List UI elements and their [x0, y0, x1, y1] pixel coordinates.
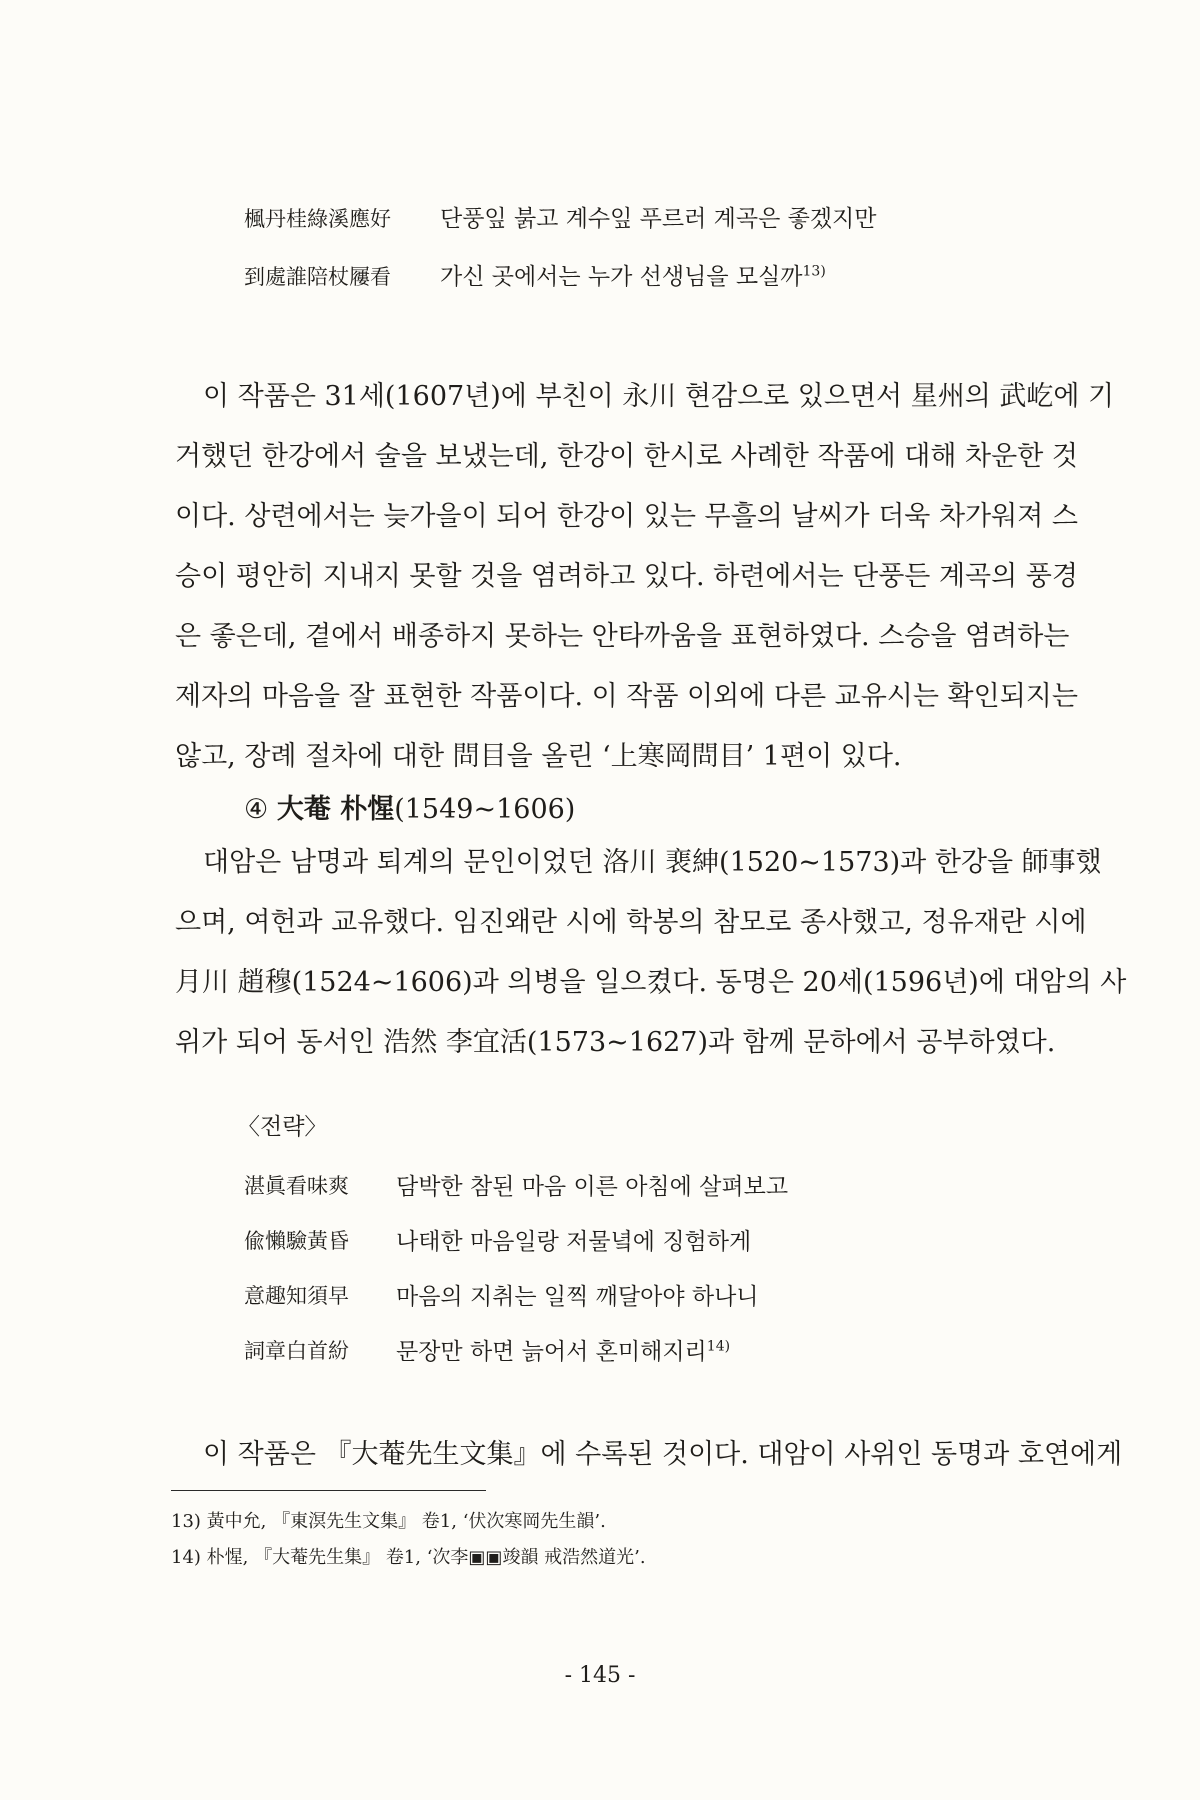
section-title: 大菴 朴惺	[276, 794, 395, 825]
footnote-13: 13) 黃中允, 『東溟先生文集』 卷1, ‘伏次寒岡先生韻’.	[171, 1511, 606, 1532]
paragraph-line: 이다. 상련에서는 늦가을이 되어 한강이 있는 무흘의 날씨가 더욱 차가워져 스	[175, 501, 1078, 532]
poem-translation: 가신 곳에서는 누가 선생님을 모실까	[440, 264, 803, 290]
poem-hanja: 到處誰陪杖屨看	[244, 265, 391, 289]
page-number: - 145 -	[564, 1663, 636, 1688]
paragraph-line: 위가 되어 동서인 浩然 李宜活(1573~1627)과 함께 문하에서 공부하였다.	[175, 1027, 1056, 1058]
paragraph-line: 으며, 여헌과 교유했다. 임진왜란 시에 학봉의 참모로 종사했고, 정유재란 시에	[175, 907, 1087, 938]
section-years: (1549~1606)	[394, 794, 576, 825]
paragraph-line: 月川 趙穆(1524~1606)과 의병을 일으켰다. 동명은 20세(1596년)에 대암의 사	[175, 967, 1127, 998]
footnote-divider	[171, 1490, 486, 1491]
paragraph-line: 승이 평안히 지내지 못할 것을 염려하고 있다. 하련에서는 단풍든 계곡의 풍경	[175, 561, 1078, 592]
footnote-ref: 13)	[802, 263, 826, 280]
footnote-14: 14) 朴惺, 『大菴先生集』 卷1, ‘次李▣▣竣韻 戒浩然道光’.	[171, 1547, 646, 1568]
poem-hanja: 楓丹桂綠溪應好	[244, 207, 391, 231]
section-heading	[244, 787, 575, 826]
paragraph-line: 대암은 남명과 퇴계의 문인이었던 洛川 裵紳(1520~1573)과 한강을 師事했	[203, 847, 1102, 878]
poem-hanja: 偸懶驗黃昏	[244, 1229, 349, 1253]
omission-marker: 〈전략〉	[237, 1114, 328, 1140]
poem-translation: 마음의 지취는 일찍 깨달아야 하나니	[396, 1284, 759, 1310]
paragraph-line: 거했던 한강에서 술을 보냈는데, 한강이 한시로 사례한 작품에 대해 차운한 것	[175, 441, 1078, 472]
body-paragraph-1	[175, 367, 1115, 787]
paragraph-line: 은 좋은데, 곁에서 배종하지 못하는 안타까움을 표현하였다. 스승을 염려하는	[175, 621, 1070, 652]
poem-hanja: 意趣知須早	[244, 1284, 349, 1308]
section-number: ④	[244, 794, 269, 825]
poem-translation: 나태한 마음일랑 저물녘에 징험하게	[396, 1229, 752, 1255]
body-paragraph-3	[175, 1425, 1123, 1485]
paragraph-line: 이 작품은 31세(1607년)에 부친이 永川 현감으로 있으면서 星州의 武屹에 기	[203, 381, 1115, 412]
poem-translation: 문장만 하면 늙어서 혼미해지리	[396, 1339, 707, 1365]
poem-hanja: 湛眞看味爽	[244, 1174, 349, 1198]
footnote-ref: 14)	[706, 1338, 731, 1355]
poem-translation: 단풍잎 붉고 계수잎 푸르러 계곡은 좋겠지만	[440, 206, 877, 232]
poem-hanja: 詞章白首紛	[244, 1339, 349, 1363]
paragraph-line: 않고, 장례 절차에 대한 問目을 올린 ‘上寒岡問目’ 1편이 있다.	[175, 741, 902, 772]
paragraph-line: 이 작품은 『大菴先生文集』에 수록된 것이다. 대암이 사위인 동명과 호연에게	[203, 1439, 1123, 1470]
paragraph-line: 제자의 마음을 잘 표현한 작품이다. 이 작품 이외에 다른 교유시는 확인되지는	[175, 681, 1078, 712]
body-paragraph-2	[175, 833, 1127, 1073]
poem-translation: 담박한 참된 마음 이른 아침에 살펴보고	[396, 1174, 789, 1200]
